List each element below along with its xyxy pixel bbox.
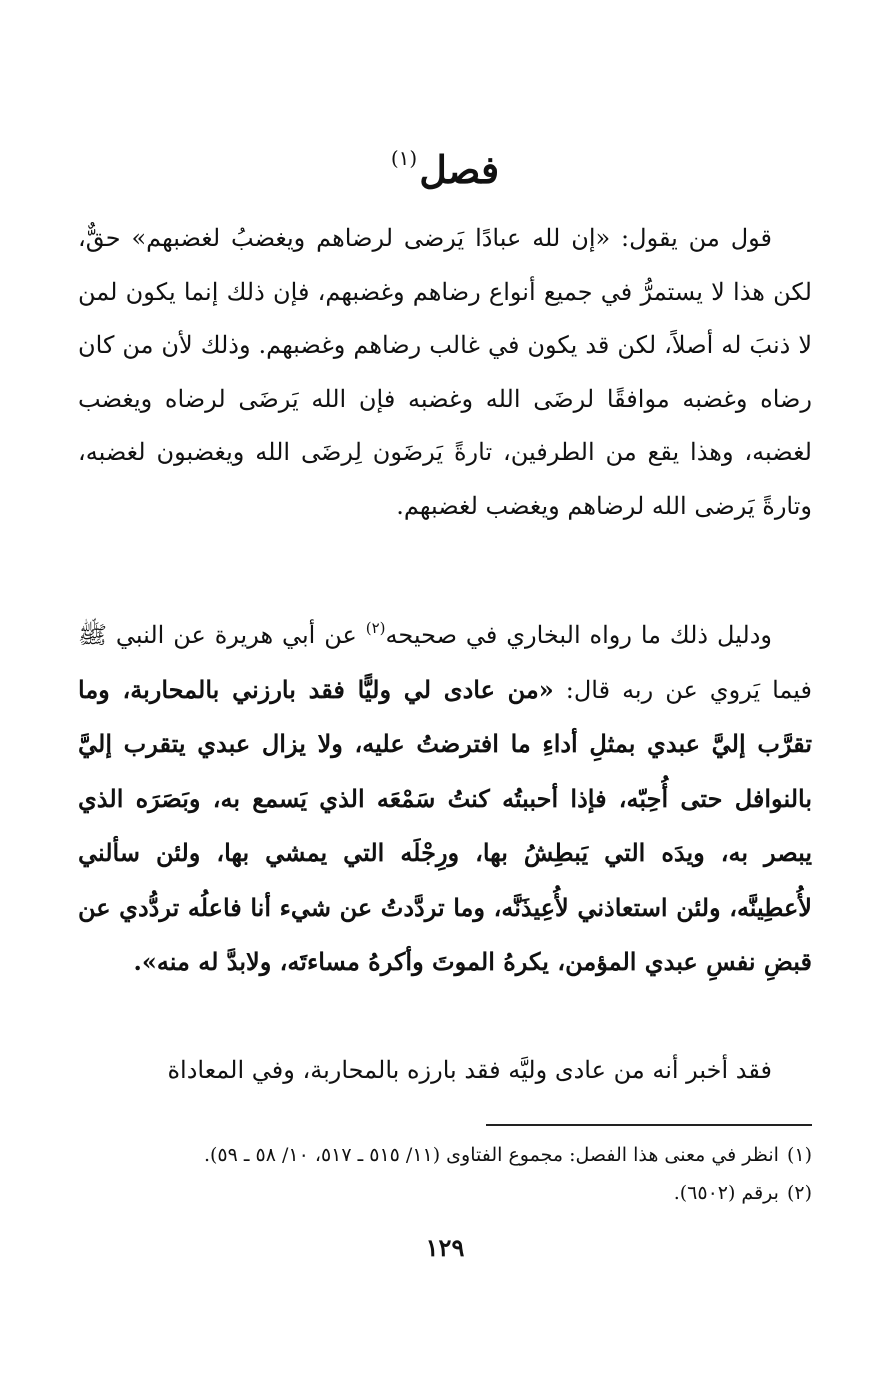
title-footnote-ref[interactable]: (١)	[390, 146, 418, 170]
hadith-quote: «من عادى لي وليًّا فقد بارزني بالمحاربة، وما تقرَّب إليَّ عبدي بمثلِ أداءِ ما افترضتُ عليه، ولا يزال عبدي يتقرب إليَّ بالنوافل حتى أُحِبّه، فإذا أحببتُه كنتُ سَمْعَه الذي يَسمع به، وبَصَرَه الذي يبصر به، ويدَه التي يَبطِشُ بها، ورِجْلَه التي يمشي بها، ولئن سألني لأُعطِينَّه، ولئن استعاذني لأُعِيذَنَّه، وما تردَّدتُ عن شيء أنا فاعلُه تردُّدي عن قبضِ نفسِ عبدي المؤمن، يكرهُ الموتَ وأكرهُ مساءتَه، ولابدَّ له منه».	[78, 674, 812, 976]
section-title	[78, 128, 812, 200]
footnote-2-number: (٢)	[786, 1182, 812, 1204]
book-page	[78, 0, 812, 1391]
footnote-ref-2[interactable]: (٢)	[365, 619, 386, 637]
paragraph-3: فقد أخبر أنه من عادى وليَّه فقد بارزه بالمحاربة، وفي المعاداة	[167, 1056, 772, 1084]
footnote-divider	[486, 1124, 812, 1126]
footnote-2-text: برقم (٦٥٠٢).	[673, 1182, 779, 1204]
page-number: ١٢٩	[425, 1233, 465, 1262]
paragraph-1: قول من يقول: «إن لله عبادًا يَرضى لرضاهم ويغضبُ لغضبهم» حقٌّ، لكن هذا لا يستمرُّ في جميع أنواع رضاهم وغضبهم، فإن ذلك إنما يكون لمن لا ذنبَ له أصلاً، لكن قد يكون في غالب رضاهم وغضبهم. وذلك لأن من كان رضاه وغضبه موافقًا لرضَى الله وغضبه فإن الله يَرضَى لرضاه ويغضب لغضبه، وهذا يقع من الطرفين، تارةً يَرضَون لِرضَى الله ويغضبون لغضبه، وتارةً يَرضى الله لرضاهم ويغضب لغضبهم.	[78, 224, 812, 520]
paragraph-2	[78, 602, 812, 990]
paragraph-2-intro: ودليل ذلك ما رواه البخاري في صحيحه	[385, 621, 772, 649]
footnote-1-text: انظر في معنى هذا الفصل: مجموع الفتاوى (١١/ ٥١٥ ـ ٥١٧، ١٠/ ٥٨ ـ ٥٩).	[203, 1144, 779, 1166]
footnote-2	[78, 1174, 812, 1212]
section-title-text: فصل	[419, 147, 500, 192]
footnote-1	[78, 1136, 812, 1174]
footnote-1-number: (١)	[786, 1144, 812, 1166]
footnotes	[78, 1136, 812, 1212]
paragraph-2-mid: عن أبي هريرة عن النبي ﷺ فيما يَروي عن ربه قال:	[78, 621, 812, 704]
